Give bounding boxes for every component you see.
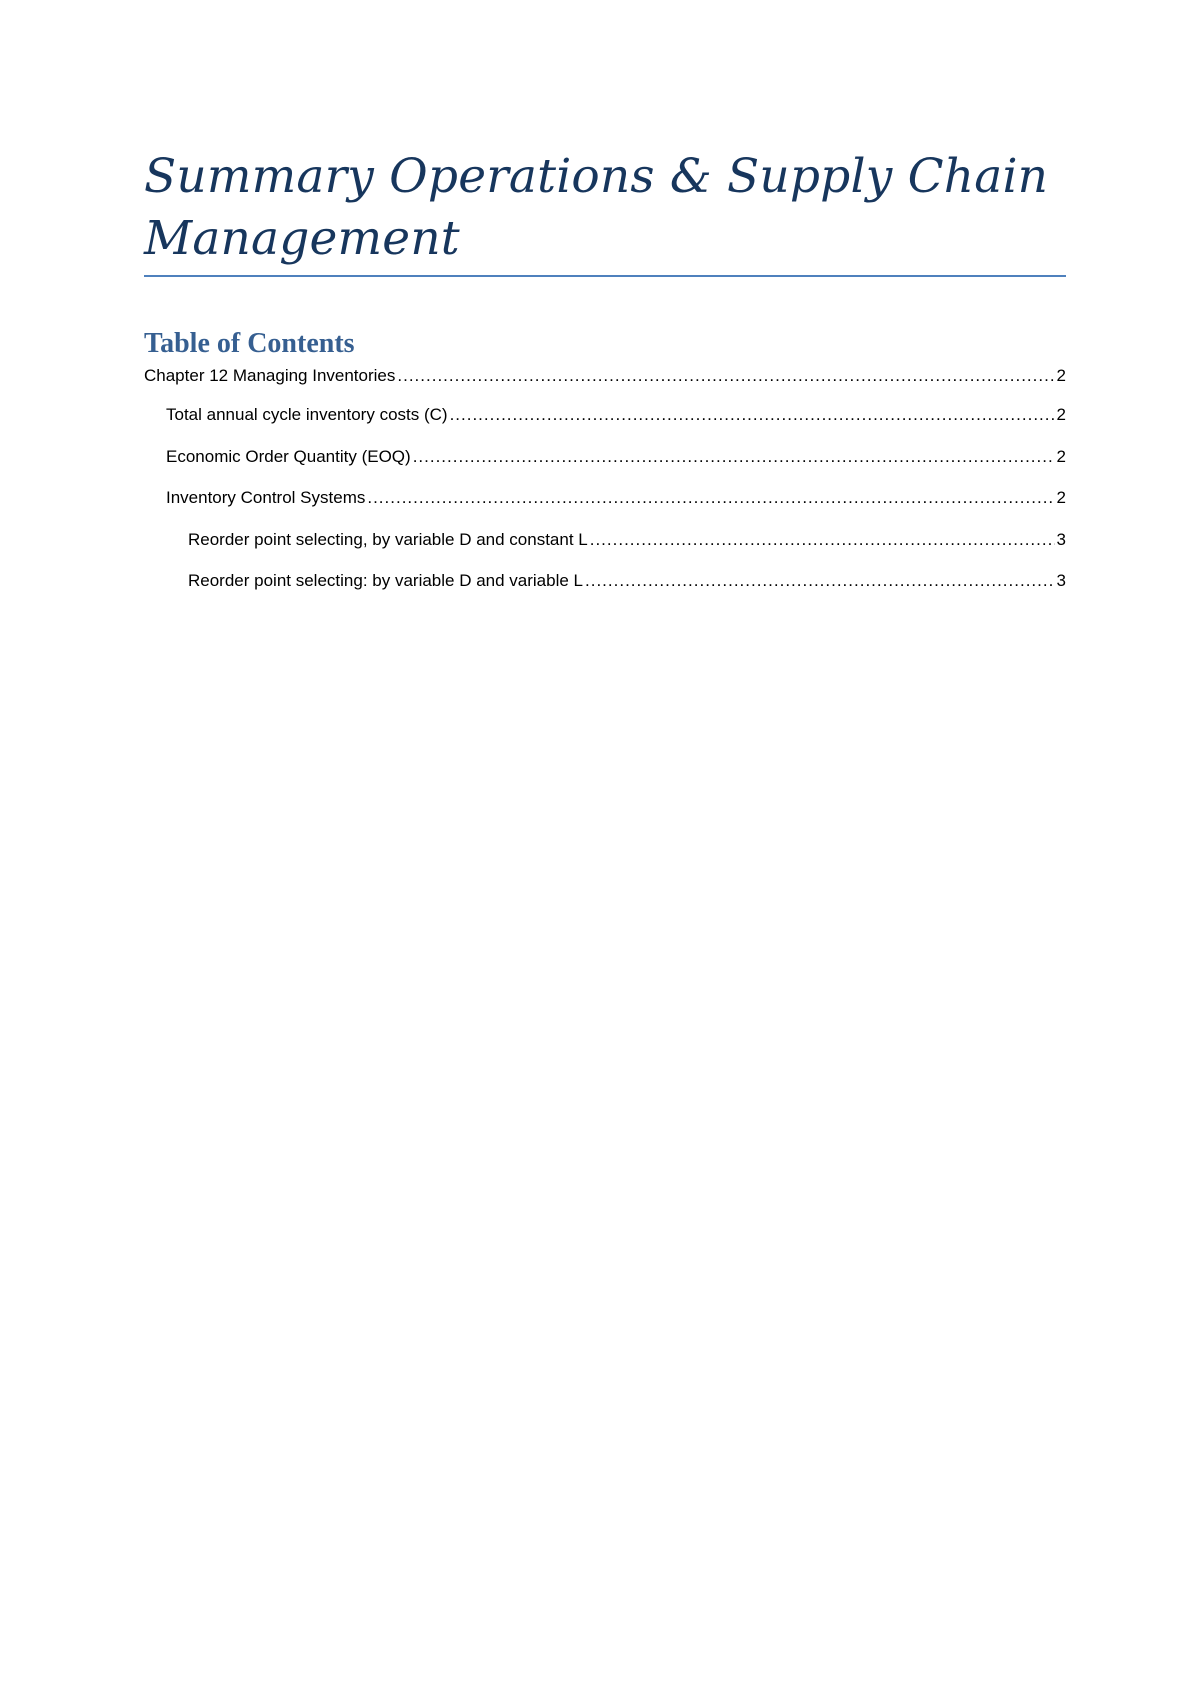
toc-entry-text: Inventory Control Systems [166,488,366,507]
toc-dot-leader [413,447,1055,467]
toc-page-number: 2 [1056,405,1066,424]
toc-entry-text: Reorder point selecting, by variable D and constant L [188,530,588,549]
toc-dot-leader [590,530,1055,550]
title-underline [144,275,1066,277]
toc-page-number: 2 [1056,366,1066,385]
toc-dot-leader [585,571,1055,591]
toc-entry-text: Total annual cycle inventory costs (C) [166,405,448,424]
toc-heading: Table of Contents [144,328,355,359]
toc-entry-reorder-point-constant-l[interactable] [144,530,1066,554]
toc-dot-leader [397,366,1054,386]
toc-dot-leader [450,405,1055,425]
toc-page-number: 2 [1056,488,1066,507]
toc-page-number: 3 [1056,530,1066,549]
toc-entry-chapter-12[interactable] [144,366,1066,390]
toc-entry-eoq[interactable] [144,447,1066,471]
toc-entry-total-annual-cycle-costs[interactable] [144,405,1066,429]
document-title: Summary Operations & Supply Chain Management [144,149,1049,266]
toc-entry-inventory-control-systems[interactable] [144,488,1066,512]
toc-page-number: 3 [1056,571,1066,590]
toc-page-number: 2 [1056,447,1066,466]
toc-entry-text: Reorder point selecting: by variable D and variable L [188,571,584,590]
toc-dot-leader [367,488,1054,508]
toc-entry-text: Economic Order Quantity (EOQ) [166,447,411,466]
toc-entry-reorder-point-variable-l[interactable] [144,571,1066,595]
toc-entry-text: Chapter 12 Managing Inventories [144,366,396,385]
